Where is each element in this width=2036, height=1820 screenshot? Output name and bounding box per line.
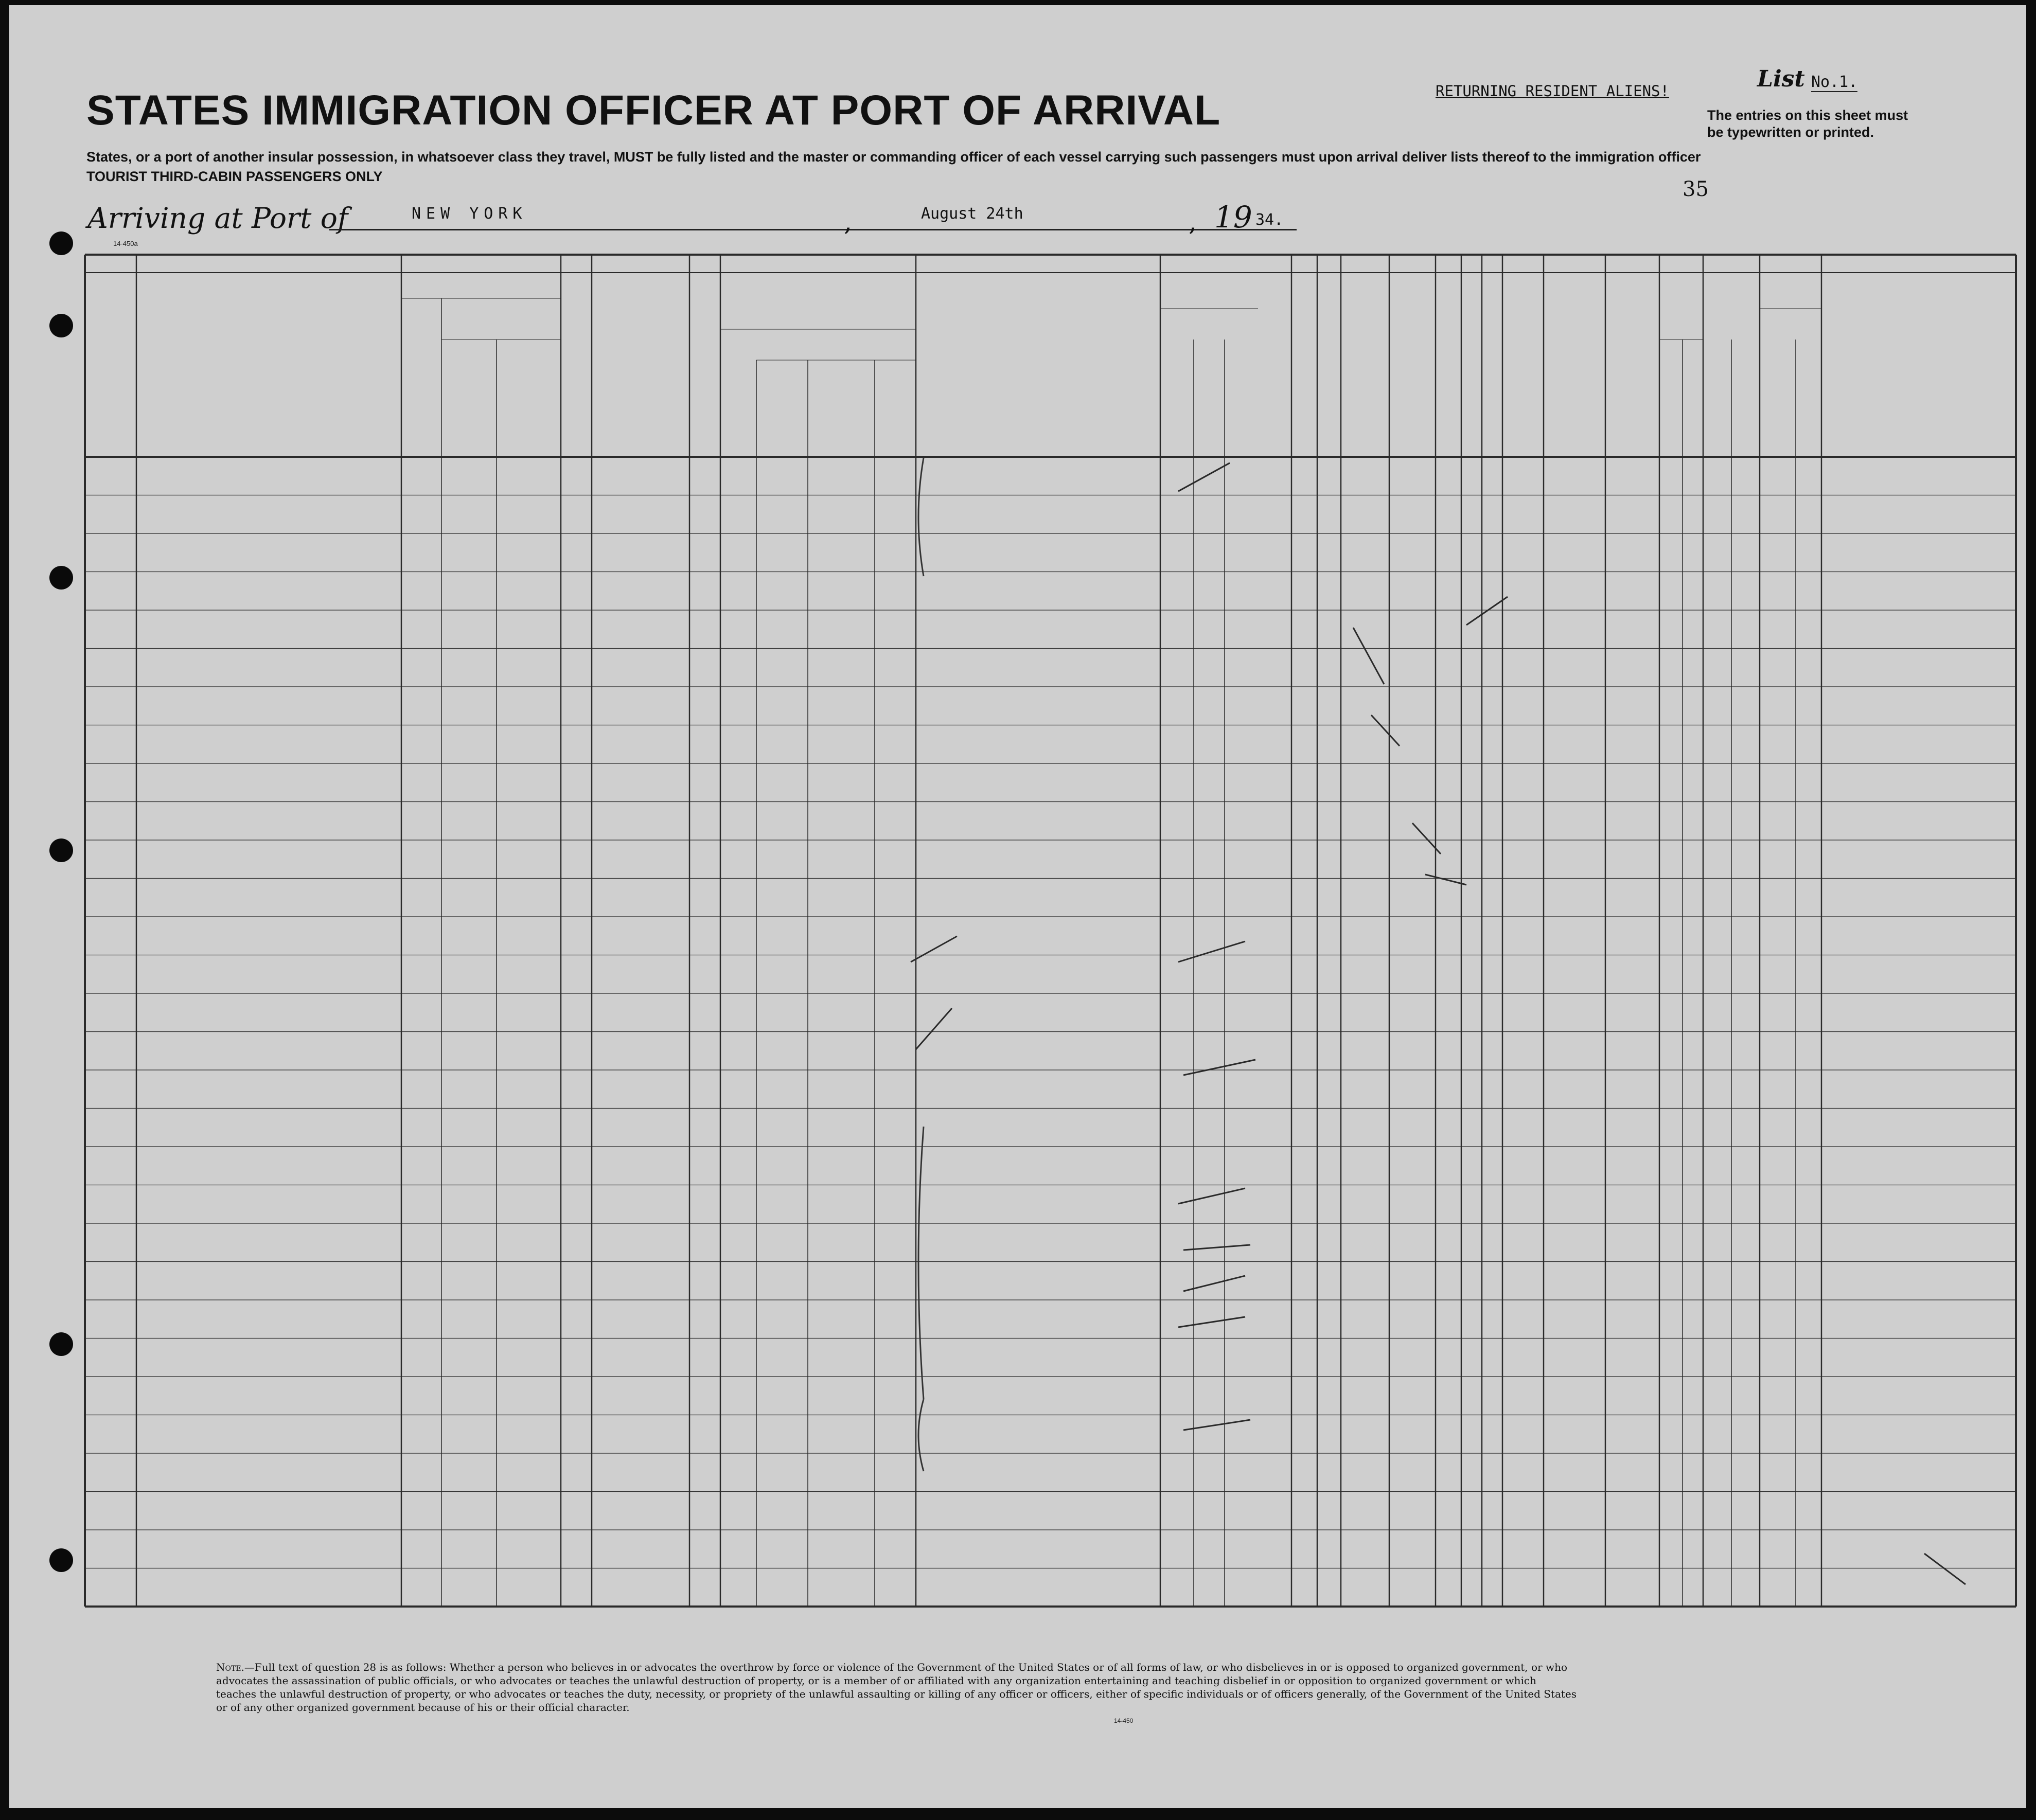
port-value: NEW YORK xyxy=(412,205,527,223)
header-if-yes xyxy=(759,334,913,347)
header-date-departure xyxy=(876,365,915,412)
ink-check-mark xyxy=(1183,1060,1255,1075)
header-deformed xyxy=(1546,309,1603,391)
header-passage-paid-note xyxy=(594,355,687,412)
ink-check-mark xyxy=(916,1008,952,1049)
ink-check-mark xyxy=(1183,1276,1245,1291)
header-last-residence xyxy=(723,310,913,320)
header-marks xyxy=(1827,340,2012,360)
header-relative xyxy=(141,319,396,391)
header-before-in-us xyxy=(723,278,913,309)
arriving-label: Arriving at Port of xyxy=(87,202,348,235)
header-in-usa xyxy=(442,304,560,334)
ink-bracket xyxy=(918,458,924,576)
header-color-of xyxy=(1760,288,1821,304)
footnote-label: Note. xyxy=(216,1661,244,1673)
header-yes-no xyxy=(721,355,755,391)
header-city xyxy=(498,386,560,398)
ink-check-mark xyxy=(1466,597,1508,625)
header-complexion xyxy=(1662,334,1701,376)
header-condition-health xyxy=(1505,309,1541,391)
ink-check-mark xyxy=(1371,715,1400,746)
ink-bracket xyxy=(918,1127,924,1399)
list-number: No.1. xyxy=(1811,73,1858,91)
ink-check-mark xyxy=(1178,941,1245,962)
year-label: 19 xyxy=(1214,200,1252,235)
footnote xyxy=(216,1661,1580,1714)
comma: , xyxy=(1189,207,1197,237)
ink-check-mark xyxy=(1425,875,1466,885)
ink-check-mark xyxy=(911,936,957,962)
ink-bracket xyxy=(918,1399,924,1471)
header-class: TOURIST THIRD-CABIN PASSENGERS ONLY xyxy=(86,169,383,184)
header-height xyxy=(1610,301,1654,316)
form-code: 14-450a xyxy=(113,240,138,247)
header-eyes xyxy=(1797,370,1820,384)
header-instructions: States, or a port of another insular possession, in whatsoever class they travel, MUST be fully listed and the master or commanding officer of each vessel carrying such passengers must upon arrival deliver lists thereof to the immigration officer xyxy=(86,149,1701,165)
header-passage-paid xyxy=(592,314,689,350)
header-joining xyxy=(926,319,1150,391)
header-purpose xyxy=(1162,278,1290,307)
ink-check-mark xyxy=(1412,823,1441,854)
page-title: STATES IMMIGRATION OFFICER AT PORT OF ARRIVAL xyxy=(86,87,1221,134)
header-no-on-list xyxy=(85,329,136,376)
ink-check-mark xyxy=(1178,463,1230,491)
returning-resident-stamp: RETURNING RESIDENT ALIENS! xyxy=(1436,82,1669,100)
comma: , xyxy=(844,207,852,237)
header-year-period xyxy=(757,365,807,412)
arrival-date: August 24th xyxy=(921,205,1023,223)
header-where xyxy=(809,376,874,396)
header-foreign-country xyxy=(402,345,440,406)
header-final-destination-note xyxy=(401,288,561,298)
ink-check-mark xyxy=(1178,1188,1245,1204)
header-hair xyxy=(1761,370,1795,384)
ink-check-mark xyxy=(1924,1554,1966,1584)
header-state xyxy=(442,386,495,398)
year-value: 34. xyxy=(1255,211,1284,229)
form-code-footer: 14-450 xyxy=(1114,1717,1134,1724)
ink-check-mark xyxy=(1353,628,1384,684)
entries-note: The entries on this sheet must be typewritten or printed. xyxy=(1707,108,1908,140)
list-label: List xyxy=(1757,66,1805,92)
sheet-number: 35 xyxy=(1683,177,1709,201)
ink-check-mark xyxy=(1178,1317,1245,1327)
footnote-text: —Full text of question 28 is as follows: Whether a person who believes in or advocates the overthrow by force or violence of the Government of the United States or of all forms of law, or who disbelieves in or is opposed to organized government, or who advocates the assassination of public officials, or who advocates or teaches the unlawful destruction of property, or is a member of or affiliated with any organization entertaining and teaching disbelief in or opposition to organized government or which teaches the unlawful destruction of property, or who advocates or teaches the duty, necessity, or propriety of the unlawful assaulting or killing of any officer or officers, either of specific individuals or of officers generally, of the Government of the United States or of any other organized government because of his or their official character. xyxy=(216,1661,1577,1714)
header-final-destination xyxy=(401,278,561,289)
